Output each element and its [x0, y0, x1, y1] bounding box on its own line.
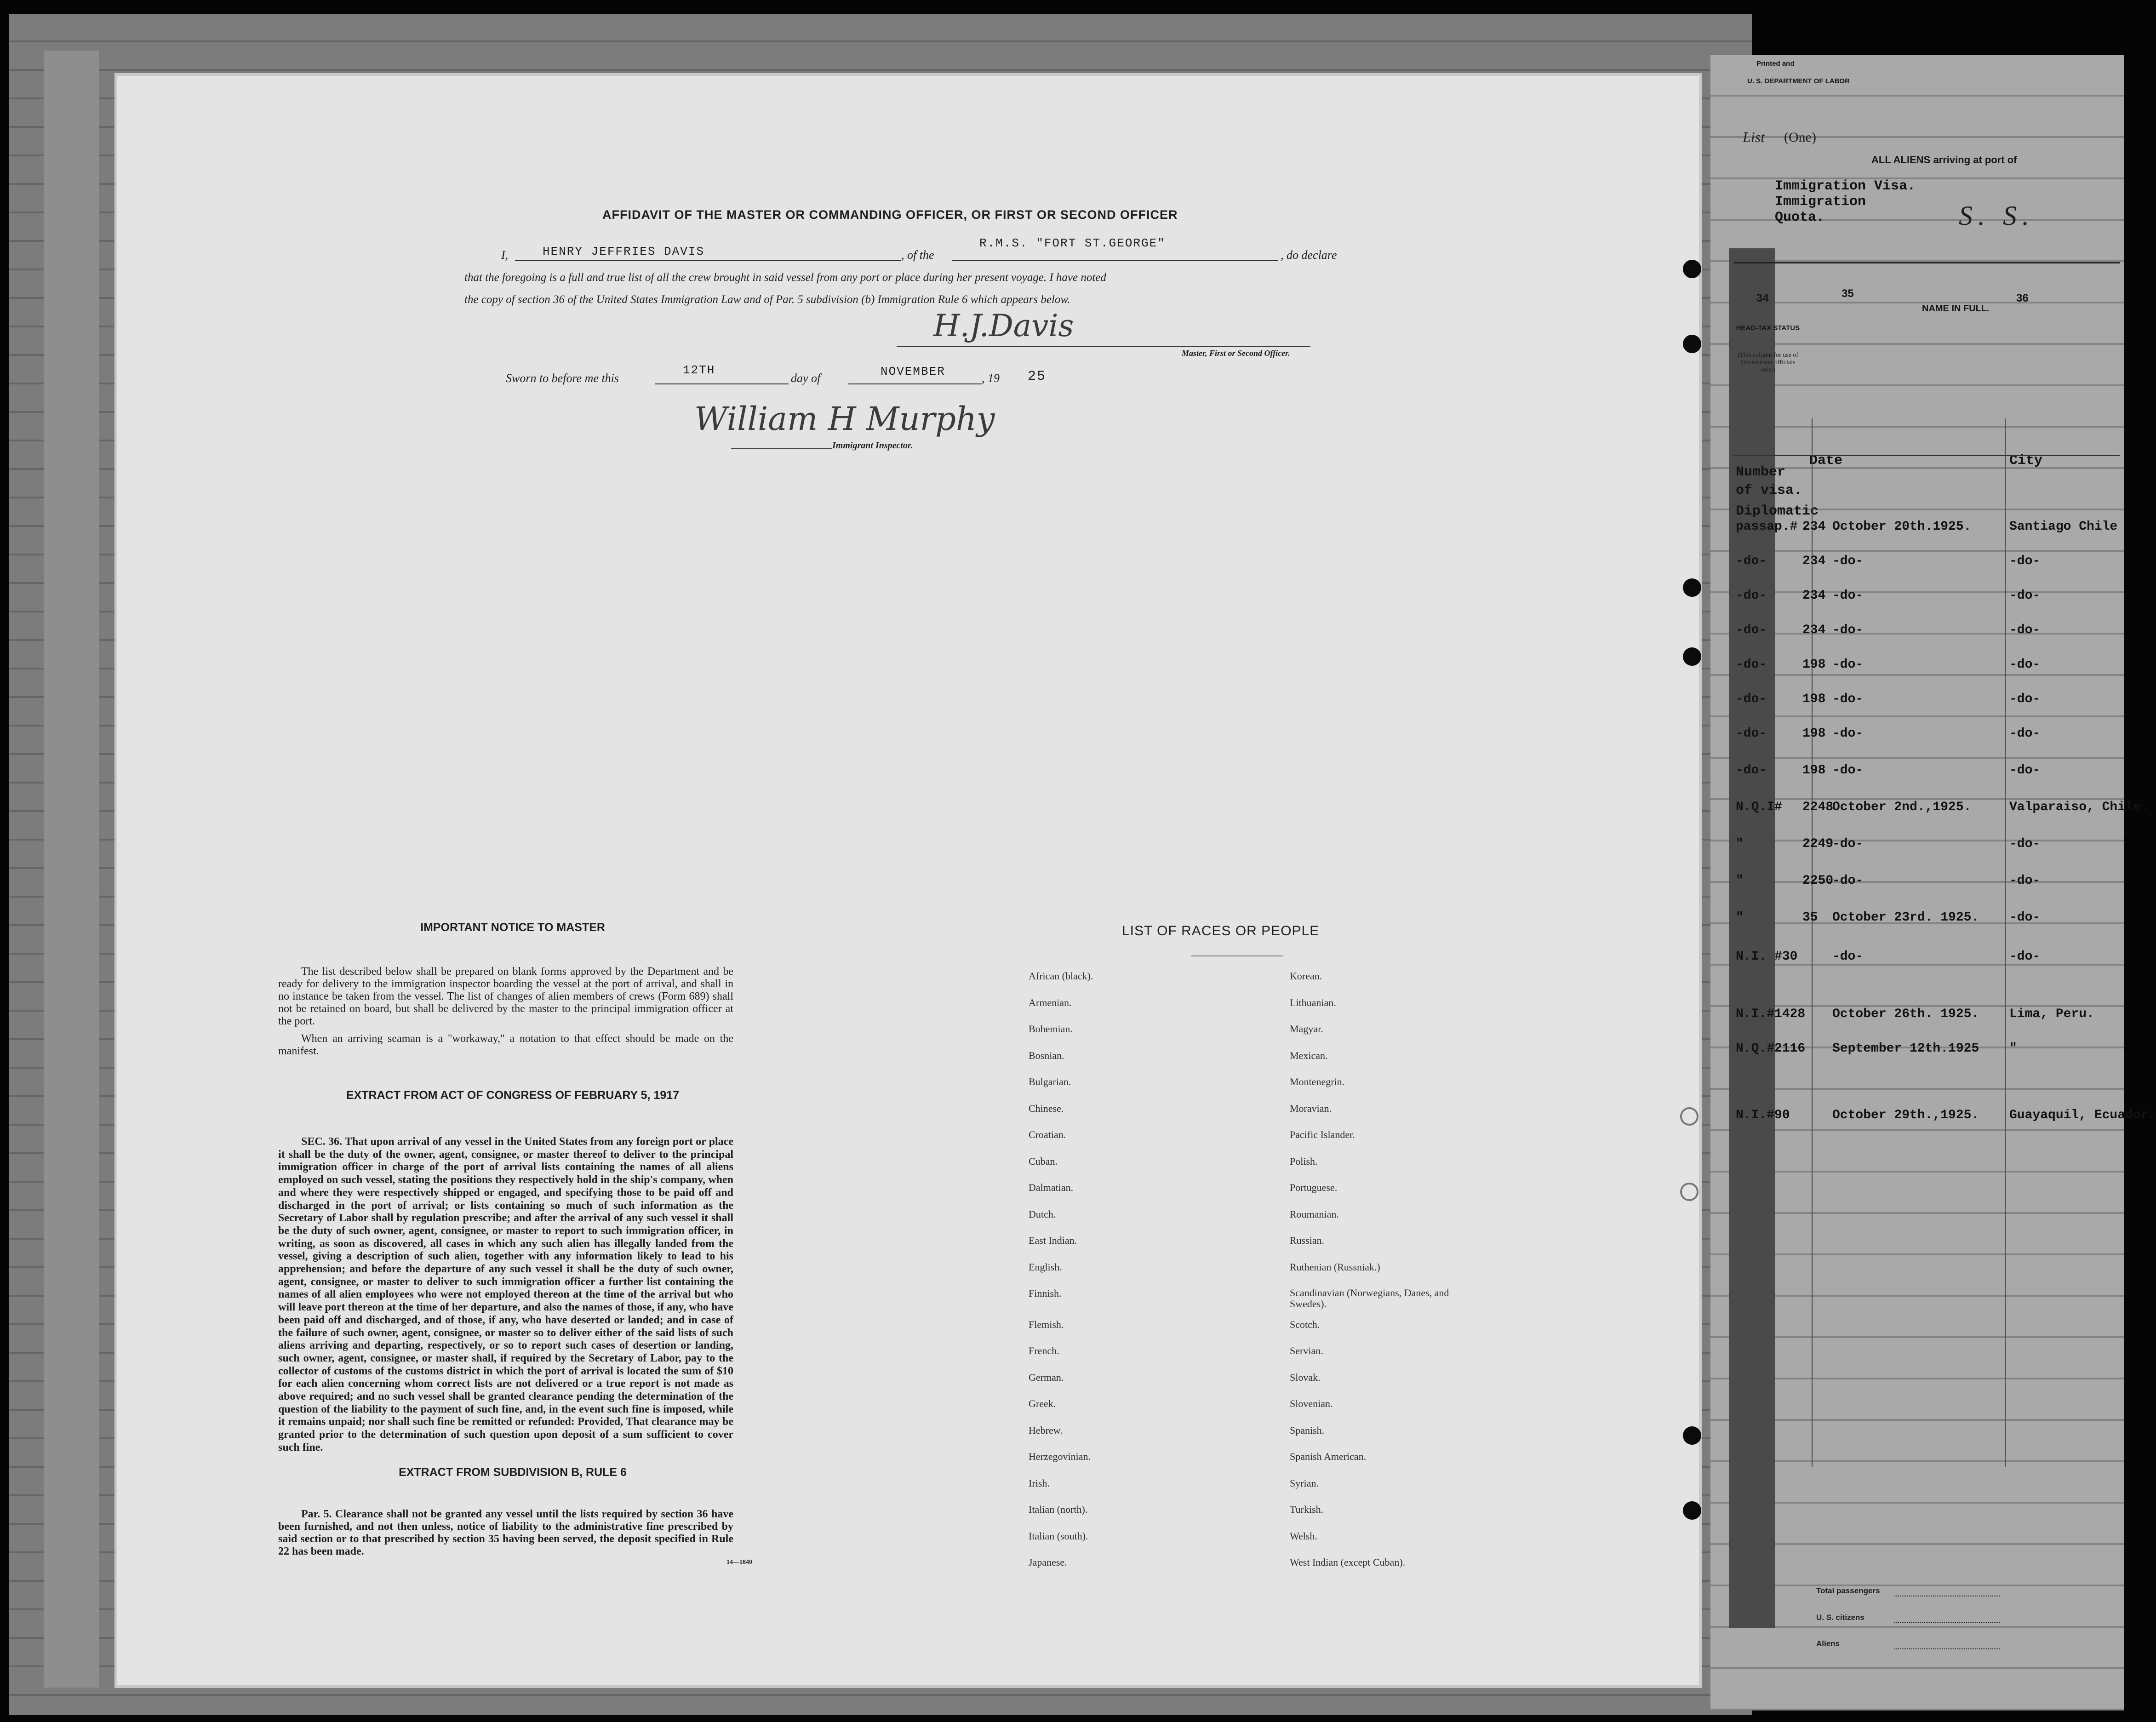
race-right-item: Korean.	[1290, 970, 1322, 982]
number-label: Number	[1736, 464, 1786, 480]
race-right-item: Scotch.	[1290, 1318, 1320, 1330]
race-left-item: Armenian.	[1029, 996, 1072, 1008]
manifest-status-cell: -do-	[1736, 623, 1767, 637]
race-right-item: Mexican.	[1290, 1049, 1328, 1061]
vessel-name: R.M.S. "FORT ST.GEORGE"	[979, 236, 1166, 250]
race-right-item: Polish.	[1290, 1155, 1318, 1167]
manifest-date-cell: October 23rd. 1925.	[1832, 910, 1979, 925]
manifest-date-cell: -do-	[1832, 658, 1864, 672]
list-label: List	[1743, 129, 1765, 145]
race-right-item: Slovak.	[1290, 1371, 1321, 1383]
extract-2-title: EXTRACT FROM SUBDIVISION B, RULE 6	[399, 1466, 627, 1479]
affidavit-text-line-1: that the foregoing is a full and true list of all the crew brought in said vessel from any port or place during her present voyage. I have noted	[464, 271, 1106, 284]
manifest-city-cell: -do-	[2009, 874, 2041, 888]
manifest-visa-number-cell: 35	[1802, 910, 1818, 925]
master-name-line	[515, 260, 901, 261]
punch-hole	[1683, 578, 1701, 597]
race-left-item: East Indian.	[1029, 1235, 1077, 1246]
manifest-date-cell: -do-	[1832, 692, 1864, 706]
of-the-label: , of the	[901, 248, 934, 262]
manifest-status-cell: N.I.#1428	[1736, 1007, 1806, 1021]
manifest-city-cell: -do-	[2009, 554, 2041, 568]
race-right-item: Scandinavian (Norwegians, Danes, and Swedes).	[1290, 1287, 1449, 1310]
race-left-item: Irish.	[1029, 1477, 1050, 1489]
manifest-status-cell: -do-	[1736, 763, 1767, 778]
day-value: 12TH	[683, 363, 715, 377]
us-citizens-label: U. S. citizens	[1816, 1613, 1864, 1622]
manifest-status-cell: -do-	[1736, 589, 1767, 603]
manifest-status-cell: N.Q.I#	[1736, 800, 1782, 814]
race-left-item: Hebrew.	[1029, 1424, 1063, 1436]
race-left-item: Chinese.	[1029, 1102, 1064, 1114]
year-value: 25	[1028, 369, 1047, 384]
race-left-item: German.	[1029, 1371, 1064, 1383]
punch-hole	[1683, 1501, 1701, 1520]
race-left-item: Japanese.	[1029, 1556, 1067, 1568]
manifest-visa-number-cell: 198	[1802, 727, 1826, 741]
race-left-item: Finnish.	[1029, 1287, 1062, 1299]
manifest-city-cell: -do-	[2009, 950, 2041, 964]
affidavit-title: AFFIDAVIT OF THE MASTER OR COMMANDING OFFICER, OR FIRST OR SECOND OFFICER	[602, 208, 1178, 222]
manifest-date-cell: October 29th.,1925.	[1832, 1108, 1979, 1122]
date-column-heading: Date	[1809, 453, 1843, 469]
header-rule	[1733, 262, 2120, 263]
manifest-status-cell: -do-	[1736, 692, 1767, 706]
manifest-status-cell: "	[1736, 837, 1744, 851]
manifest-city-cell: -do-	[2009, 910, 2041, 925]
manifest-date-cell: October 26th. 1925.	[1832, 1007, 1979, 1021]
day-line	[655, 383, 789, 384]
race-left-item: Dutch.	[1029, 1208, 1056, 1220]
master-signature-line	[897, 346, 1310, 347]
race-left-item: French.	[1029, 1345, 1059, 1356]
manifest-status-cell: "	[1736, 910, 1744, 925]
punch-hole	[1683, 1426, 1701, 1445]
extract-2-body: Par. 5. Clearance shall not be granted any vessel until the lists required by section 36 have been furnished, and not then unless, notice of liability to the administrative fine prescribed by said section or to that prescribed by section 35 having been served, the deposit specified in Rule 22 has been made.	[278, 1508, 733, 1557]
race-right-item: Slovenian.	[1290, 1398, 1333, 1409]
manifest-date-cell: -do-	[1832, 623, 1864, 637]
race-right-item: Moravian.	[1290, 1102, 1332, 1114]
year-prefix: , 19	[982, 372, 1000, 385]
visa-line-2: Immigration	[1775, 194, 1866, 210]
column-divider-2	[2005, 418, 2006, 1467]
manifest-panel	[1729, 60, 2156, 1715]
name-in-full-heading: NAME IN FULL.	[1922, 303, 1990, 314]
col-35-number: 35	[1841, 287, 1854, 300]
vessel-line	[952, 260, 1278, 261]
race-left-item: Cuban.	[1029, 1155, 1058, 1167]
manifest-city-cell: -do-	[2009, 692, 2041, 706]
extract-1-body: SEC. 36. That upon arrival of any vessel in the United States from any foreign port or place it shall be the duty of the owner, agent, consignee, or master thereof to deliver to the principal immigration officer in charge of the port of arrival lists containing the names of all aliens employed on such vessel, stating the positions they respectively hold in the ship's company, when and where they were respectively shipped or engaged, and specifying those to be paid off and discharged in the port of arrival; or lists containing so much of such information as the Secretary of Labor shall by regulation prescribe; and after the arrival of any such vessel it shall be the duty of such owner, agent, consignee, or master to report to such immigration officer, in writing, as soon as discovered, all cases in which any such alien has illegally landed from the vessel, giving a description of such alien, together with any information likely to lead to his apprehension; and before the departure of any such vessel it shall be the duty of such owner, agent, consignee, or master to deliver to such immigration officer a further list containing the names of all alien employees who were not employed thereon at the time of the arrival but who will leave port thereon at the time of her departure, and also the names of those, if any, who have been paid off and discharged, and of those, if any, who have deserted or landed; and in case of the failure of such owner, agent, consignee, or master so to deliver either of the said lists of such aliens arriving and departing, respectively, or so to report such cases of desertion or landing, such owner, agent, consignee, or master shall, if required by the Secretary of Labor, pay to the collector of customs of the customs district in which the port of arrival is located the sum of $10 for each alien concerning whom correct lists are not delivered or a true report is not made as above required; and no such vessel shall be granted clearance pending the determination of the question of the liability to the payment of such fine, and, in the event such fine is imposed, while it remains unpaid; nor shall such fine be remitted or refunded: Provided, That clearance may be granted prior to the determination of such question upon deposit of a sum sufficient to cover such fine.	[278, 1136, 733, 1453]
manifest-city-cell: Guayaquil, Ecuador.	[2009, 1108, 2156, 1122]
visa-line-1: Immigration Visa.	[1775, 178, 1916, 194]
affidavit-text-line-2: the copy of section 36 of the United States Immigration Law and of Par. 5 subdivision (b) Immigration Rule 6 which appears below.	[464, 293, 1070, 306]
race-right-item: Spanish American.	[1290, 1451, 1367, 1462]
column-rule	[1733, 455, 2120, 456]
manifest-city-cell: -do-	[2009, 589, 2041, 603]
master-caption: Master, First or Second Officer.	[1182, 349, 1290, 358]
notice-title: IMPORTANT NOTICE TO MASTER	[420, 921, 605, 934]
manifest-date-cell: October 2nd.,1925.	[1832, 800, 1972, 814]
race-right-item: Welsh.	[1290, 1530, 1317, 1542]
race-left-item: Bohemian.	[1029, 1023, 1073, 1035]
manifest-date-cell: October 20th.1925.	[1832, 520, 1972, 534]
race-right-item: West Indian (except Cuban).	[1290, 1556, 1406, 1568]
total-passengers-label: Total passengers	[1816, 1586, 1880, 1595]
punch-hole-ring	[1680, 1107, 1698, 1126]
list-number: (One)	[1784, 130, 1816, 145]
form-number: 14—1840	[726, 1559, 752, 1566]
visa-line-3: Quota.	[1775, 210, 1825, 225]
race-left-item: Bosnian.	[1029, 1049, 1064, 1061]
manifest-status-cell: N.I. #30	[1736, 950, 1798, 964]
punch-hole	[1683, 335, 1701, 353]
manifest-date-cell: -do-	[1832, 837, 1864, 851]
col-36-number: 36	[2016, 292, 2029, 304]
manifest-status-cell: -do-	[1736, 658, 1767, 672]
race-left-item: Croatian.	[1029, 1129, 1066, 1140]
inspector-caption: Immigrant Inspector.	[832, 441, 913, 451]
manifest-visa-number-cell: 2249	[1802, 837, 1834, 851]
manifest-date-cell: -do-	[1832, 589, 1864, 603]
manifest-date-cell: -do-	[1832, 763, 1864, 778]
manifest-date-cell: -do-	[1832, 554, 1864, 568]
head-tax-note: (This column for use of Government officials only.)	[1737, 352, 1799, 373]
manifest-date-cell: -do-	[1832, 950, 1864, 964]
manifest-city-cell: Lima, Peru.	[2009, 1007, 2094, 1021]
manifest-visa-number-cell: 198	[1802, 658, 1826, 672]
manifest-visa-number-cell: 2250	[1802, 874, 1834, 888]
manifest-city-cell: Santiago Chile	[2009, 520, 2118, 534]
manifest-visa-number-cell: 234	[1802, 623, 1826, 637]
race-left-item: African (black).	[1029, 970, 1093, 982]
race-left-item: Italian (south).	[1029, 1530, 1088, 1542]
master-name: HENRY JEFFRIES DAVIS	[543, 245, 705, 258]
manifest-date-cell: -do-	[1832, 727, 1864, 741]
punch-hole	[1683, 260, 1701, 278]
race-right-item: Servian.	[1290, 1345, 1323, 1356]
manifest-status-cell: -do-	[1736, 554, 1767, 568]
col-34-number: 34	[1756, 292, 1769, 304]
sworn-label: Sworn to before me this	[506, 372, 619, 385]
race-right-item: Roumanian.	[1290, 1208, 1339, 1220]
punch-hole-ring	[1680, 1183, 1698, 1201]
manifest-status-cell: N.Q.#2116	[1736, 1041, 1806, 1056]
ss-label: S. S.	[1959, 200, 2035, 231]
race-left-item: Flemish.	[1029, 1318, 1064, 1330]
races-title-rule	[1191, 955, 1283, 956]
manifest-visa-number-cell: 234	[1802, 520, 1826, 534]
diplomatic-label: Diplomatic	[1736, 503, 1819, 519]
extract-1-title: EXTRACT FROM ACT OF CONGRESS OF FEBRUARY 5, 1917	[346, 1089, 680, 1102]
race-right-item: Magyar.	[1290, 1023, 1323, 1035]
race-right-item: Portuguese.	[1290, 1182, 1338, 1193]
manifest-city-cell: -do-	[2009, 763, 2041, 778]
manifest-city-cell: -do-	[2009, 658, 2041, 672]
month-line	[848, 383, 982, 384]
column-divider-1	[1812, 418, 1813, 1467]
i-label: I,	[501, 248, 509, 262]
race-right-item: Turkish.	[1290, 1504, 1324, 1515]
race-left-item: Italian (north).	[1029, 1504, 1088, 1515]
race-right-item: Pacific Islander.	[1290, 1129, 1355, 1140]
printer-line: Printed and	[1756, 60, 1795, 68]
left-page-strip	[44, 51, 99, 1688]
inspector-signature-line	[731, 448, 832, 449]
manifest-city-cell: "	[2009, 1041, 2017, 1056]
city-column-heading: City	[2009, 453, 2043, 469]
manifest-visa-number-cell: 234	[1802, 554, 1826, 568]
manifest-visa-number-cell: 2248	[1802, 800, 1834, 814]
race-right-item: Ruthenian (Russniak.)	[1290, 1261, 1380, 1273]
manifest-visa-number-cell: 234	[1802, 589, 1826, 603]
manifest-city-cell: Valparaiso, Chile.	[2009, 800, 2149, 814]
manifest-date-cell: September 12th.1925	[1832, 1041, 1979, 1056]
head-tax-status-heading: HEAD-TAX STATUS	[1736, 324, 1800, 332]
manifest-visa-number-cell: 198	[1802, 763, 1826, 778]
do-declare-label: , do declare	[1281, 248, 1337, 262]
manifest-date-cell: -do-	[1832, 874, 1864, 888]
race-left-item: Herzegovinian.	[1029, 1451, 1091, 1462]
manifest-city-cell: -do-	[2009, 837, 2041, 851]
race-right-item: Russian.	[1290, 1235, 1325, 1246]
race-left-item: English.	[1029, 1261, 1062, 1273]
race-right-item: Syrian.	[1290, 1477, 1319, 1489]
us-citizens-line	[1894, 1622, 2000, 1623]
day-of-label: day of	[791, 372, 821, 385]
month-value: NOVEMBER	[881, 365, 945, 378]
master-signature: H.J.Davis	[933, 308, 1074, 343]
punch-hole	[1683, 647, 1701, 666]
all-aliens-heading: ALL ALIENS arriving at port of	[1871, 154, 2017, 166]
notice-paragraph-1: The list described below shall be prepared on blank forms approved by the Department and be ready for delivery to the immigration inspector boarding the vessel at the port of arrival, and shall in no instance be taken from the vessel. The list of changes of alien members of crews (Form 689) shall not be retained on board, but shall be delivered by the master to the principal immigration officer at the port.	[278, 966, 733, 1027]
race-right-item: Lithuanian.	[1290, 996, 1336, 1008]
manifest-visa-number-cell: 198	[1802, 692, 1826, 706]
manifest-city-cell: -do-	[2009, 623, 2041, 637]
manifest-city-cell: -do-	[2009, 727, 2041, 741]
notice-paragraph-2: When an arriving seaman is a "workaway," a notation to that effect should be made on the manifest.	[278, 1033, 733, 1057]
race-left-item: Dalmatian.	[1029, 1182, 1074, 1193]
manifest-status-cell: "	[1736, 874, 1744, 888]
manifest-status-cell: passap.#	[1736, 520, 1798, 534]
race-left-item: Greek.	[1029, 1398, 1056, 1409]
department-line: U. S. DEPARTMENT OF LABOR	[1747, 77, 1850, 85]
aliens-label: Aliens	[1816, 1639, 1840, 1648]
races-title: LIST OF RACES OR PEOPLE	[1122, 923, 1320, 938]
aliens-line	[1894, 1648, 2000, 1649]
inspector-signature: William H Murphy	[694, 400, 995, 438]
race-right-item: Montenegrin.	[1290, 1076, 1345, 1087]
race-right-item: Spanish.	[1290, 1424, 1325, 1436]
of-visa-label: of visa.	[1736, 483, 1802, 498]
race-left-item: Bulgarian.	[1029, 1076, 1071, 1087]
manifest-status-cell: -do-	[1736, 727, 1767, 741]
manifest-status-cell: N.I.#90	[1736, 1108, 1790, 1122]
